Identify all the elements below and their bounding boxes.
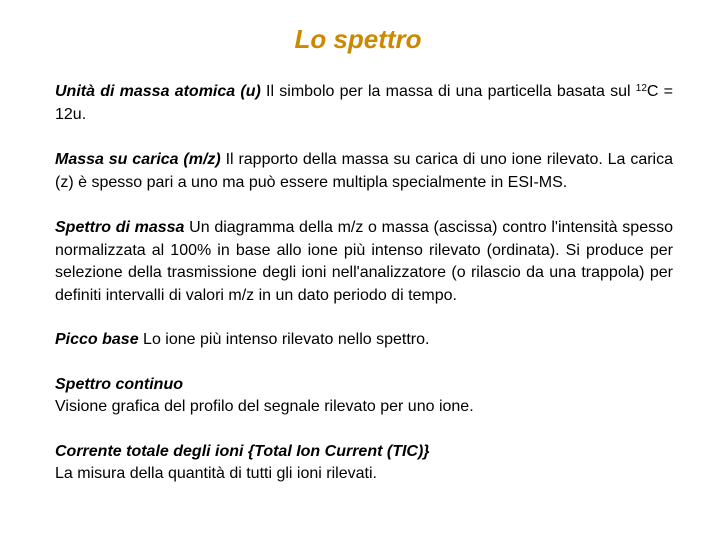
glossary bbox=[55, 81, 673, 486]
glossary-entry-atomic-mass-unit bbox=[55, 81, 673, 126]
glossary-entry-base-peak bbox=[55, 329, 673, 352]
definition-text: Visione grafica del profilo del segnale rilevato per uno ione. bbox=[55, 398, 474, 415]
definition-text-end: C = 12u. bbox=[55, 83, 674, 123]
definition-text: La misura della quantità di tutti gli ioni rilevati. bbox=[55, 465, 377, 482]
glossary-entry-total-ion-current bbox=[55, 441, 673, 486]
term-label: Corrente totale degli ioni {Total Ion Current (TIC)} bbox=[55, 442, 430, 460]
page-title: Lo spettro bbox=[294, 24, 422, 54]
term-label: Massa su carica (m/z) bbox=[55, 151, 221, 168]
glossary-entry-mass-to-charge bbox=[55, 149, 673, 194]
term-label: Spettro continuo bbox=[55, 375, 183, 393]
definition-text: Il rapporto della massa su carica di uno ione rilevato. La carica (z) è spesso pari a uno ma può essere multipla specialmente in ESI-MS. bbox=[55, 151, 673, 191]
definition-text: Un diagramma della m/z o massa (ascissa) contro l'intensità spesso normalizzata al 100% in base allo ione più intenso rilevato (ordinata). Si produce per selezione della trasmissione degli ioni nell'analizzatore (o rilascio da una trappola) per definiti intervalli di valori m/z in un dato periodo di tempo. bbox=[55, 219, 673, 304]
term-label: Unità di massa atomica (u) bbox=[55, 83, 261, 100]
glossary-entry-mass-spectrum bbox=[55, 217, 673, 307]
glossary-entry-continuous-spectrum bbox=[55, 374, 673, 419]
definition-text: Il simbolo per la massa di una particella basata sul bbox=[260, 83, 636, 100]
term-label: Picco base bbox=[55, 331, 139, 348]
definition-text: Lo ione più intenso rilevato nello spettro. bbox=[138, 331, 430, 348]
term-label: Spettro di massa bbox=[55, 219, 185, 236]
superscript-mass-number: 12 bbox=[635, 83, 647, 94]
